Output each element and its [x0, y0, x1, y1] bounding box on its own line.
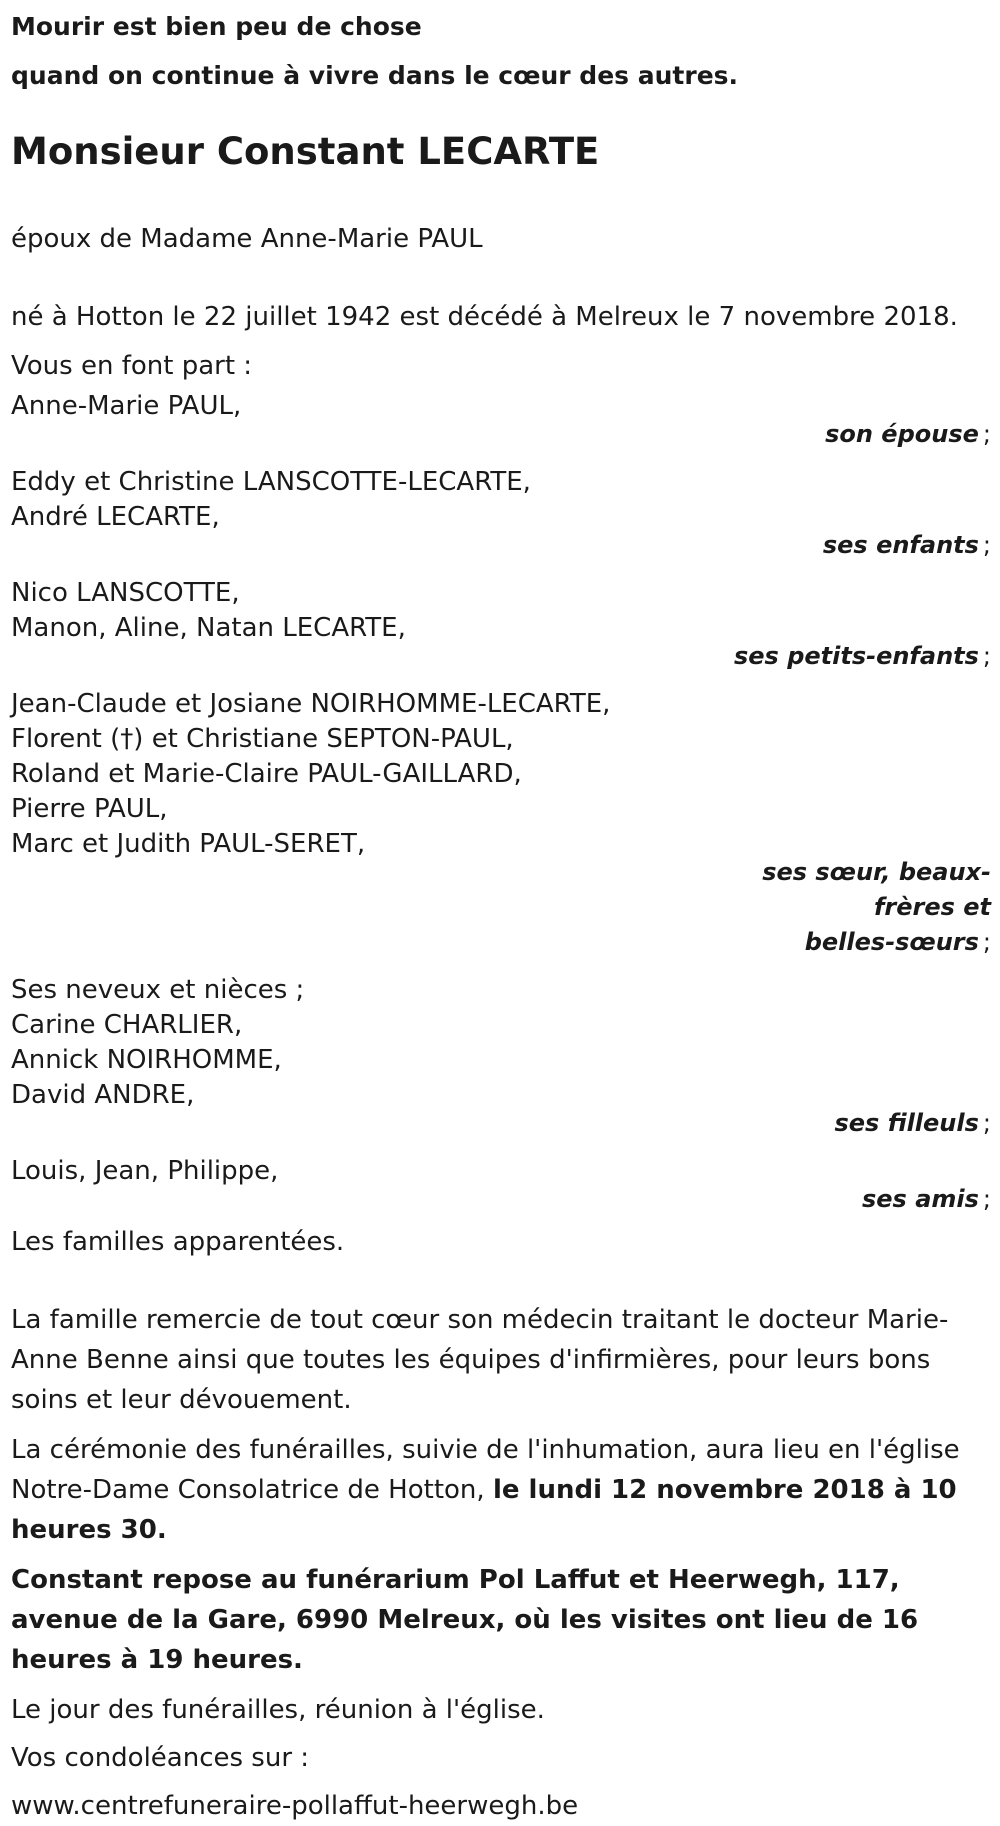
- family-name: Annick NOIRHOMME,: [11, 1045, 282, 1075]
- epigraph: [11, 2, 1000, 100]
- family-group-godchildren: [11, 970, 991, 1143]
- epigraph-line-2: quand on continue à vivre dans le cœur des autres.: [11, 61, 739, 90]
- obituary-page: [0, 2, 1000, 1826]
- family-name: André LECARTE,: [11, 502, 220, 532]
- relation-label: ses sœur, beaux- frères et belles-sœurs ;: [762, 858, 991, 956]
- relation-label: ses filleuls ;: [834, 1109, 991, 1137]
- ceremony-date: le lundi 12 novembre 2018 à 10 heures 30.: [11, 1475, 957, 1545]
- family-group-grandchildren: [11, 573, 991, 676]
- family-name: Ses neveux et nièces ;: [11, 975, 305, 1005]
- family-name: Florent (†) et Christiane SEPTON-PAUL,: [11, 724, 514, 754]
- family-group-siblings: [11, 684, 991, 962]
- funerarium-paragraph: Constant repose au funérarium Pol Laffut et Heerwegh, 117, avenue de la Gare, 6990 Melreux, où les visites ont lieu de 16 heures à 19 heures.: [11, 1565, 919, 1675]
- family-name: Marc et Judith PAUL-SERET,: [11, 829, 366, 859]
- ceremony-text: La cérémonie des funérailles, suivie de l'inhumation, aura lieu en l'église Notre-Dame Consolatrice de Hotton,: [11, 1435, 960, 1505]
- thanks-paragraph: La famille remercie de tout cœur son médecin traitant le docteur Marie-Anne Benne ainsi que toutes les équipes d'infirmières, pour leurs bons soins et leur dévouement.: [11, 1305, 949, 1415]
- related-families: Les familles apparentées.: [11, 1227, 345, 1257]
- birth-death-line: né à Hotton le 22 juillet 1942 est décédé à Melreux le 7 novembre 2018.: [11, 302, 958, 332]
- relation-label: ses enfants ;: [822, 531, 991, 559]
- family-group-children: [11, 462, 991, 565]
- deceased-name: Monsieur Constant LECARTE: [11, 130, 600, 173]
- family-name: Anne-Marie PAUL,: [11, 391, 242, 421]
- relation-label: son épouse ;: [825, 420, 991, 448]
- website-link[interactable]: www.centrefuneraire-pollaffut-heerwegh.be: [11, 1791, 579, 1821]
- family-name: David ANDRE,: [11, 1080, 195, 1110]
- family-group-friends: [11, 1151, 991, 1219]
- family-name: Manon, Aline, Natan LECARTE,: [11, 613, 406, 643]
- family-name: Pierre PAUL,: [11, 794, 168, 824]
- family-name: Roland et Marie-Claire PAUL-GAILLARD,: [11, 759, 522, 789]
- condolences-label: Vos condoléances sur :: [11, 1743, 310, 1773]
- ceremony-paragraph: [11, 1430, 996, 1550]
- family-group-spouse: [11, 386, 991, 454]
- relation-label: ses amis ;: [861, 1185, 991, 1213]
- epigraph-line-1: Mourir est bien peu de chose: [11, 12, 422, 41]
- funeral-day-line: Le jour des funérailles, réunion à l'église.: [11, 1695, 545, 1725]
- family-name: Carine CHARLIER,: [11, 1010, 243, 1040]
- family-name: Louis, Jean, Philippe,: [11, 1156, 279, 1186]
- announcement: Vous en font part :: [11, 351, 253, 381]
- family-name: Nico LANSCOTTE,: [11, 578, 240, 608]
- family-name: Eddy et Christine LANSCOTTE-LECARTE,: [11, 467, 531, 497]
- family-name: Jean-Claude et Josiane NOIRHOMME-LECARTE,: [11, 689, 611, 719]
- spouse-line: époux de Madame Anne-Marie PAUL: [11, 224, 483, 254]
- relation-label: ses petits-enfants ;: [733, 642, 991, 670]
